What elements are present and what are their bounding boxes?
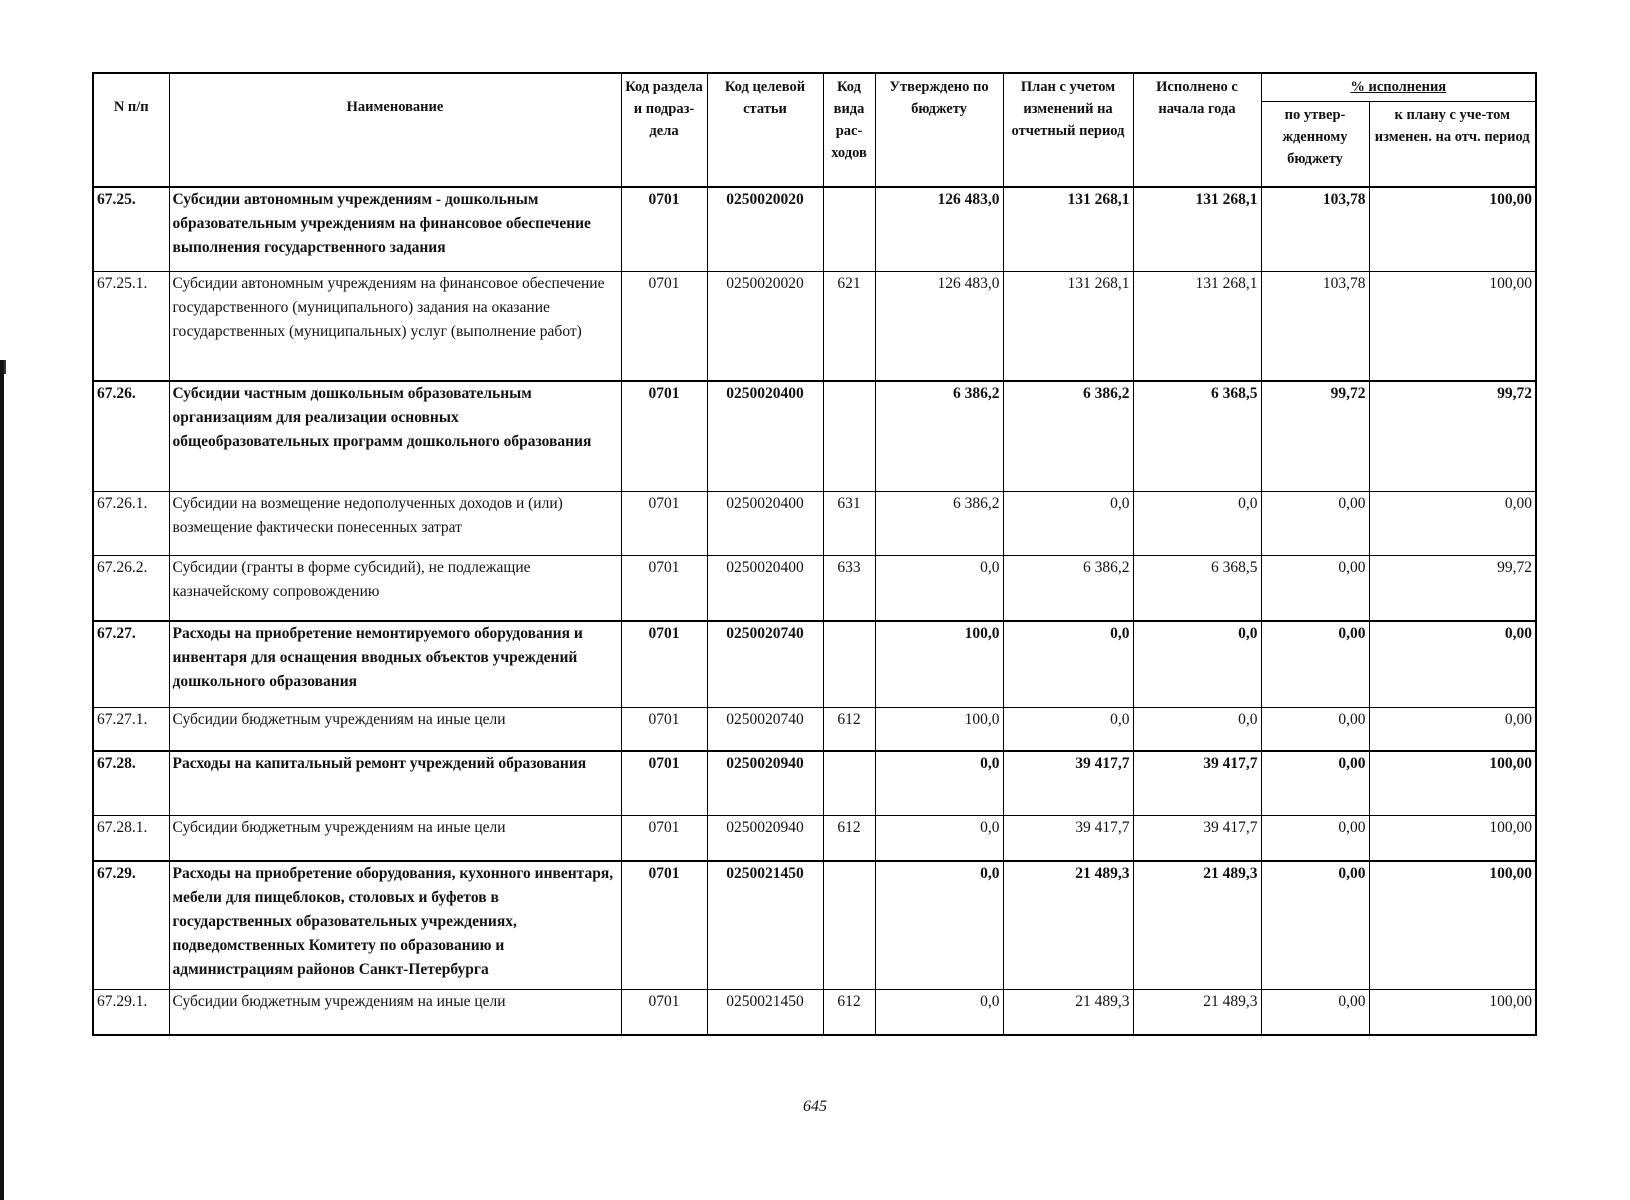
row-approved: 0,0 <box>875 815 1003 861</box>
row-section-code: 0701 <box>621 707 707 751</box>
row-target-code: 0250020400 <box>707 491 823 555</box>
header-pct-approved: по утвер-жденному бюджету <box>1261 101 1369 187</box>
row-name: Субсидии бюджетным учреждениям на иные цели <box>169 815 621 861</box>
row-num: 67.25. <box>93 187 169 271</box>
header-pct-group: % исполнения <box>1261 73 1536 101</box>
row-pct-approved: 0,00 <box>1261 861 1369 989</box>
row-section-code: 0701 <box>621 381 707 491</box>
row-approved: 0,0 <box>875 555 1003 621</box>
row-expense-type <box>823 621 875 707</box>
row-approved: 0,0 <box>875 989 1003 1035</box>
header-approved: Утверждено по бюджету <box>875 73 1003 187</box>
row-num: 67.25.1. <box>93 271 169 381</box>
row-section-code: 0701 <box>621 491 707 555</box>
row-plan: 39 417,7 <box>1003 751 1133 815</box>
row-expense-type <box>823 381 875 491</box>
row-approved: 6 386,2 <box>875 381 1003 491</box>
row-num: 67.26.2. <box>93 555 169 621</box>
table-row <box>93 751 1536 815</box>
table-row <box>93 621 1536 707</box>
row-expense-type: 612 <box>823 815 875 861</box>
row-section-code: 0701 <box>621 271 707 381</box>
row-target-code: 0250020400 <box>707 555 823 621</box>
row-target-code: 0250020020 <box>707 187 823 271</box>
row-pct-plan: 100,00 <box>1369 187 1536 271</box>
row-pct-approved: 103,78 <box>1261 187 1369 271</box>
header-executed: Исполнено с начала года <box>1133 73 1261 187</box>
scan-mark <box>4 360 6 374</box>
row-section-code: 0701 <box>621 861 707 989</box>
row-target-code: 0250021450 <box>707 989 823 1035</box>
row-executed: 6 368,5 <box>1133 555 1261 621</box>
header-section-code: Код раздела и подраз-дела <box>621 73 707 187</box>
row-pct-approved: 0,00 <box>1261 491 1369 555</box>
row-approved: 126 483,0 <box>875 187 1003 271</box>
table-row <box>93 815 1536 861</box>
row-expense-type: 621 <box>823 271 875 381</box>
header-plan: План с учетом изменений на отчетный период <box>1003 73 1133 187</box>
row-name: Субсидии автономным учреждениям на финансовое обеспечение государственного (муниципального) задания на оказание государственных (муниципальных) услуг (выполнение работ) <box>169 271 621 381</box>
row-plan: 6 386,2 <box>1003 381 1133 491</box>
row-pct-approved: 0,00 <box>1261 815 1369 861</box>
row-name: Субсидии (гранты в форме субсидий), не подлежащие казначейскому сопровождению <box>169 555 621 621</box>
row-executed: 21 489,3 <box>1133 989 1261 1035</box>
row-target-code: 0250021450 <box>707 861 823 989</box>
row-executed: 0,0 <box>1133 491 1261 555</box>
table-row <box>93 381 1536 491</box>
row-pct-plan: 100,00 <box>1369 989 1536 1035</box>
document-page <box>92 72 1535 1036</box>
row-name: Расходы на приобретение оборудования, кухонного инвентаря, мебели для пищеблоков, столовых и буфетов в государственных образовательных учреждениях, подведомственных Комитету по образованию и администрациям районов Санкт-Петербурга <box>169 861 621 989</box>
row-target-code: 0250020400 <box>707 381 823 491</box>
row-plan: 6 386,2 <box>1003 555 1133 621</box>
row-plan: 0,0 <box>1003 707 1133 751</box>
row-executed: 39 417,7 <box>1133 751 1261 815</box>
row-name: Субсидии бюджетным учреждениям на иные цели <box>169 989 621 1035</box>
header-num: N п/п <box>93 73 169 187</box>
table-row <box>93 861 1536 989</box>
row-section-code: 0701 <box>621 989 707 1035</box>
row-name: Расходы на приобретение немонтируемого оборудования и инвентаря для оснащения вводных объектов учреждений дошкольного образования <box>169 621 621 707</box>
row-plan: 21 489,3 <box>1003 861 1133 989</box>
row-target-code: 0250020940 <box>707 815 823 861</box>
row-num: 67.27.1. <box>93 707 169 751</box>
row-approved: 0,0 <box>875 861 1003 989</box>
row-pct-approved: 0,00 <box>1261 707 1369 751</box>
row-plan: 131 268,1 <box>1003 271 1133 381</box>
table-row <box>93 271 1536 381</box>
row-approved: 6 386,2 <box>875 491 1003 555</box>
row-pct-plan: 0,00 <box>1369 491 1536 555</box>
row-executed: 131 268,1 <box>1133 271 1261 381</box>
row-pct-plan: 100,00 <box>1369 271 1536 381</box>
row-pct-plan: 0,00 <box>1369 707 1536 751</box>
row-pct-plan: 0,00 <box>1369 621 1536 707</box>
row-pct-approved: 0,00 <box>1261 751 1369 815</box>
row-pct-approved: 103,78 <box>1261 271 1369 381</box>
row-num: 67.29. <box>93 861 169 989</box>
row-name: Расходы на капитальный ремонт учреждений образования <box>169 751 621 815</box>
page-number: 645 <box>803 1098 827 1115</box>
header-name: Наименование <box>169 73 621 187</box>
row-num: 67.29.1. <box>93 989 169 1035</box>
header-expense-type: Код вида рас-ходов <box>823 73 875 187</box>
row-section-code: 0701 <box>621 621 707 707</box>
row-pct-approved: 0,00 <box>1261 555 1369 621</box>
row-executed: 21 489,3 <box>1133 861 1261 989</box>
row-section-code: 0701 <box>621 187 707 271</box>
table-row <box>93 187 1536 271</box>
row-section-code: 0701 <box>621 751 707 815</box>
row-executed: 0,0 <box>1133 621 1261 707</box>
row-executed: 39 417,7 <box>1133 815 1261 861</box>
table-row <box>93 707 1536 751</box>
row-num: 67.28. <box>93 751 169 815</box>
row-name: Субсидии автономным учреждениям - дошкольным образовательным учреждениям на финансовое обеспечение выполнения государственного задания <box>169 187 621 271</box>
row-plan: 131 268,1 <box>1003 187 1133 271</box>
row-name: Субсидии бюджетным учреждениям на иные цели <box>169 707 621 751</box>
row-plan: 21 489,3 <box>1003 989 1133 1035</box>
row-pct-plan: 99,72 <box>1369 381 1536 491</box>
row-pct-plan: 100,00 <box>1369 815 1536 861</box>
row-executed: 6 368,5 <box>1133 381 1261 491</box>
row-pct-plan: 99,72 <box>1369 555 1536 621</box>
header-target-code: Код целевой статьи <box>707 73 823 187</box>
row-pct-approved: 0,00 <box>1261 989 1369 1035</box>
row-executed: 0,0 <box>1133 707 1261 751</box>
row-plan: 0,0 <box>1003 621 1133 707</box>
row-approved: 0,0 <box>875 751 1003 815</box>
row-expense-type: 612 <box>823 989 875 1035</box>
row-section-code: 0701 <box>621 555 707 621</box>
row-pct-approved: 0,00 <box>1261 621 1369 707</box>
row-executed: 131 268,1 <box>1133 187 1261 271</box>
row-name: Субсидии частным дошкольным образовательным организациям для реализации основных общеобразовательных программ дошкольного образования <box>169 381 621 491</box>
row-plan: 0,0 <box>1003 491 1133 555</box>
row-target-code: 0250020740 <box>707 621 823 707</box>
row-expense-type: 612 <box>823 707 875 751</box>
table-body <box>93 187 1536 1035</box>
row-expense-type <box>823 861 875 989</box>
row-approved: 100,0 <box>875 707 1003 751</box>
row-pct-approved: 99,72 <box>1261 381 1369 491</box>
row-approved: 100,0 <box>875 621 1003 707</box>
row-expense-type <box>823 187 875 271</box>
row-name: Субсидии на возмещение недополученных доходов и (или) возмещение фактически понесенных затрат <box>169 491 621 555</box>
row-target-code: 0250020740 <box>707 707 823 751</box>
row-num: 67.26.1. <box>93 491 169 555</box>
budget-table <box>92 72 1537 1036</box>
row-num: 67.28.1. <box>93 815 169 861</box>
table-row <box>93 555 1536 621</box>
row-expense-type: 633 <box>823 555 875 621</box>
row-expense-type: 631 <box>823 491 875 555</box>
row-target-code: 0250020020 <box>707 271 823 381</box>
row-pct-plan: 100,00 <box>1369 861 1536 989</box>
row-plan: 39 417,7 <box>1003 815 1133 861</box>
header-pct-plan: к плану с уче-том изменен. на отч. период <box>1369 101 1536 187</box>
table-row <box>93 491 1536 555</box>
row-approved: 126 483,0 <box>875 271 1003 381</box>
row-target-code: 0250020940 <box>707 751 823 815</box>
row-num: 67.26. <box>93 381 169 491</box>
scan-edge <box>0 360 4 1200</box>
row-section-code: 0701 <box>621 815 707 861</box>
row-pct-plan: 100,00 <box>1369 751 1536 815</box>
row-expense-type <box>823 751 875 815</box>
table-row <box>93 989 1536 1035</box>
row-num: 67.27. <box>93 621 169 707</box>
